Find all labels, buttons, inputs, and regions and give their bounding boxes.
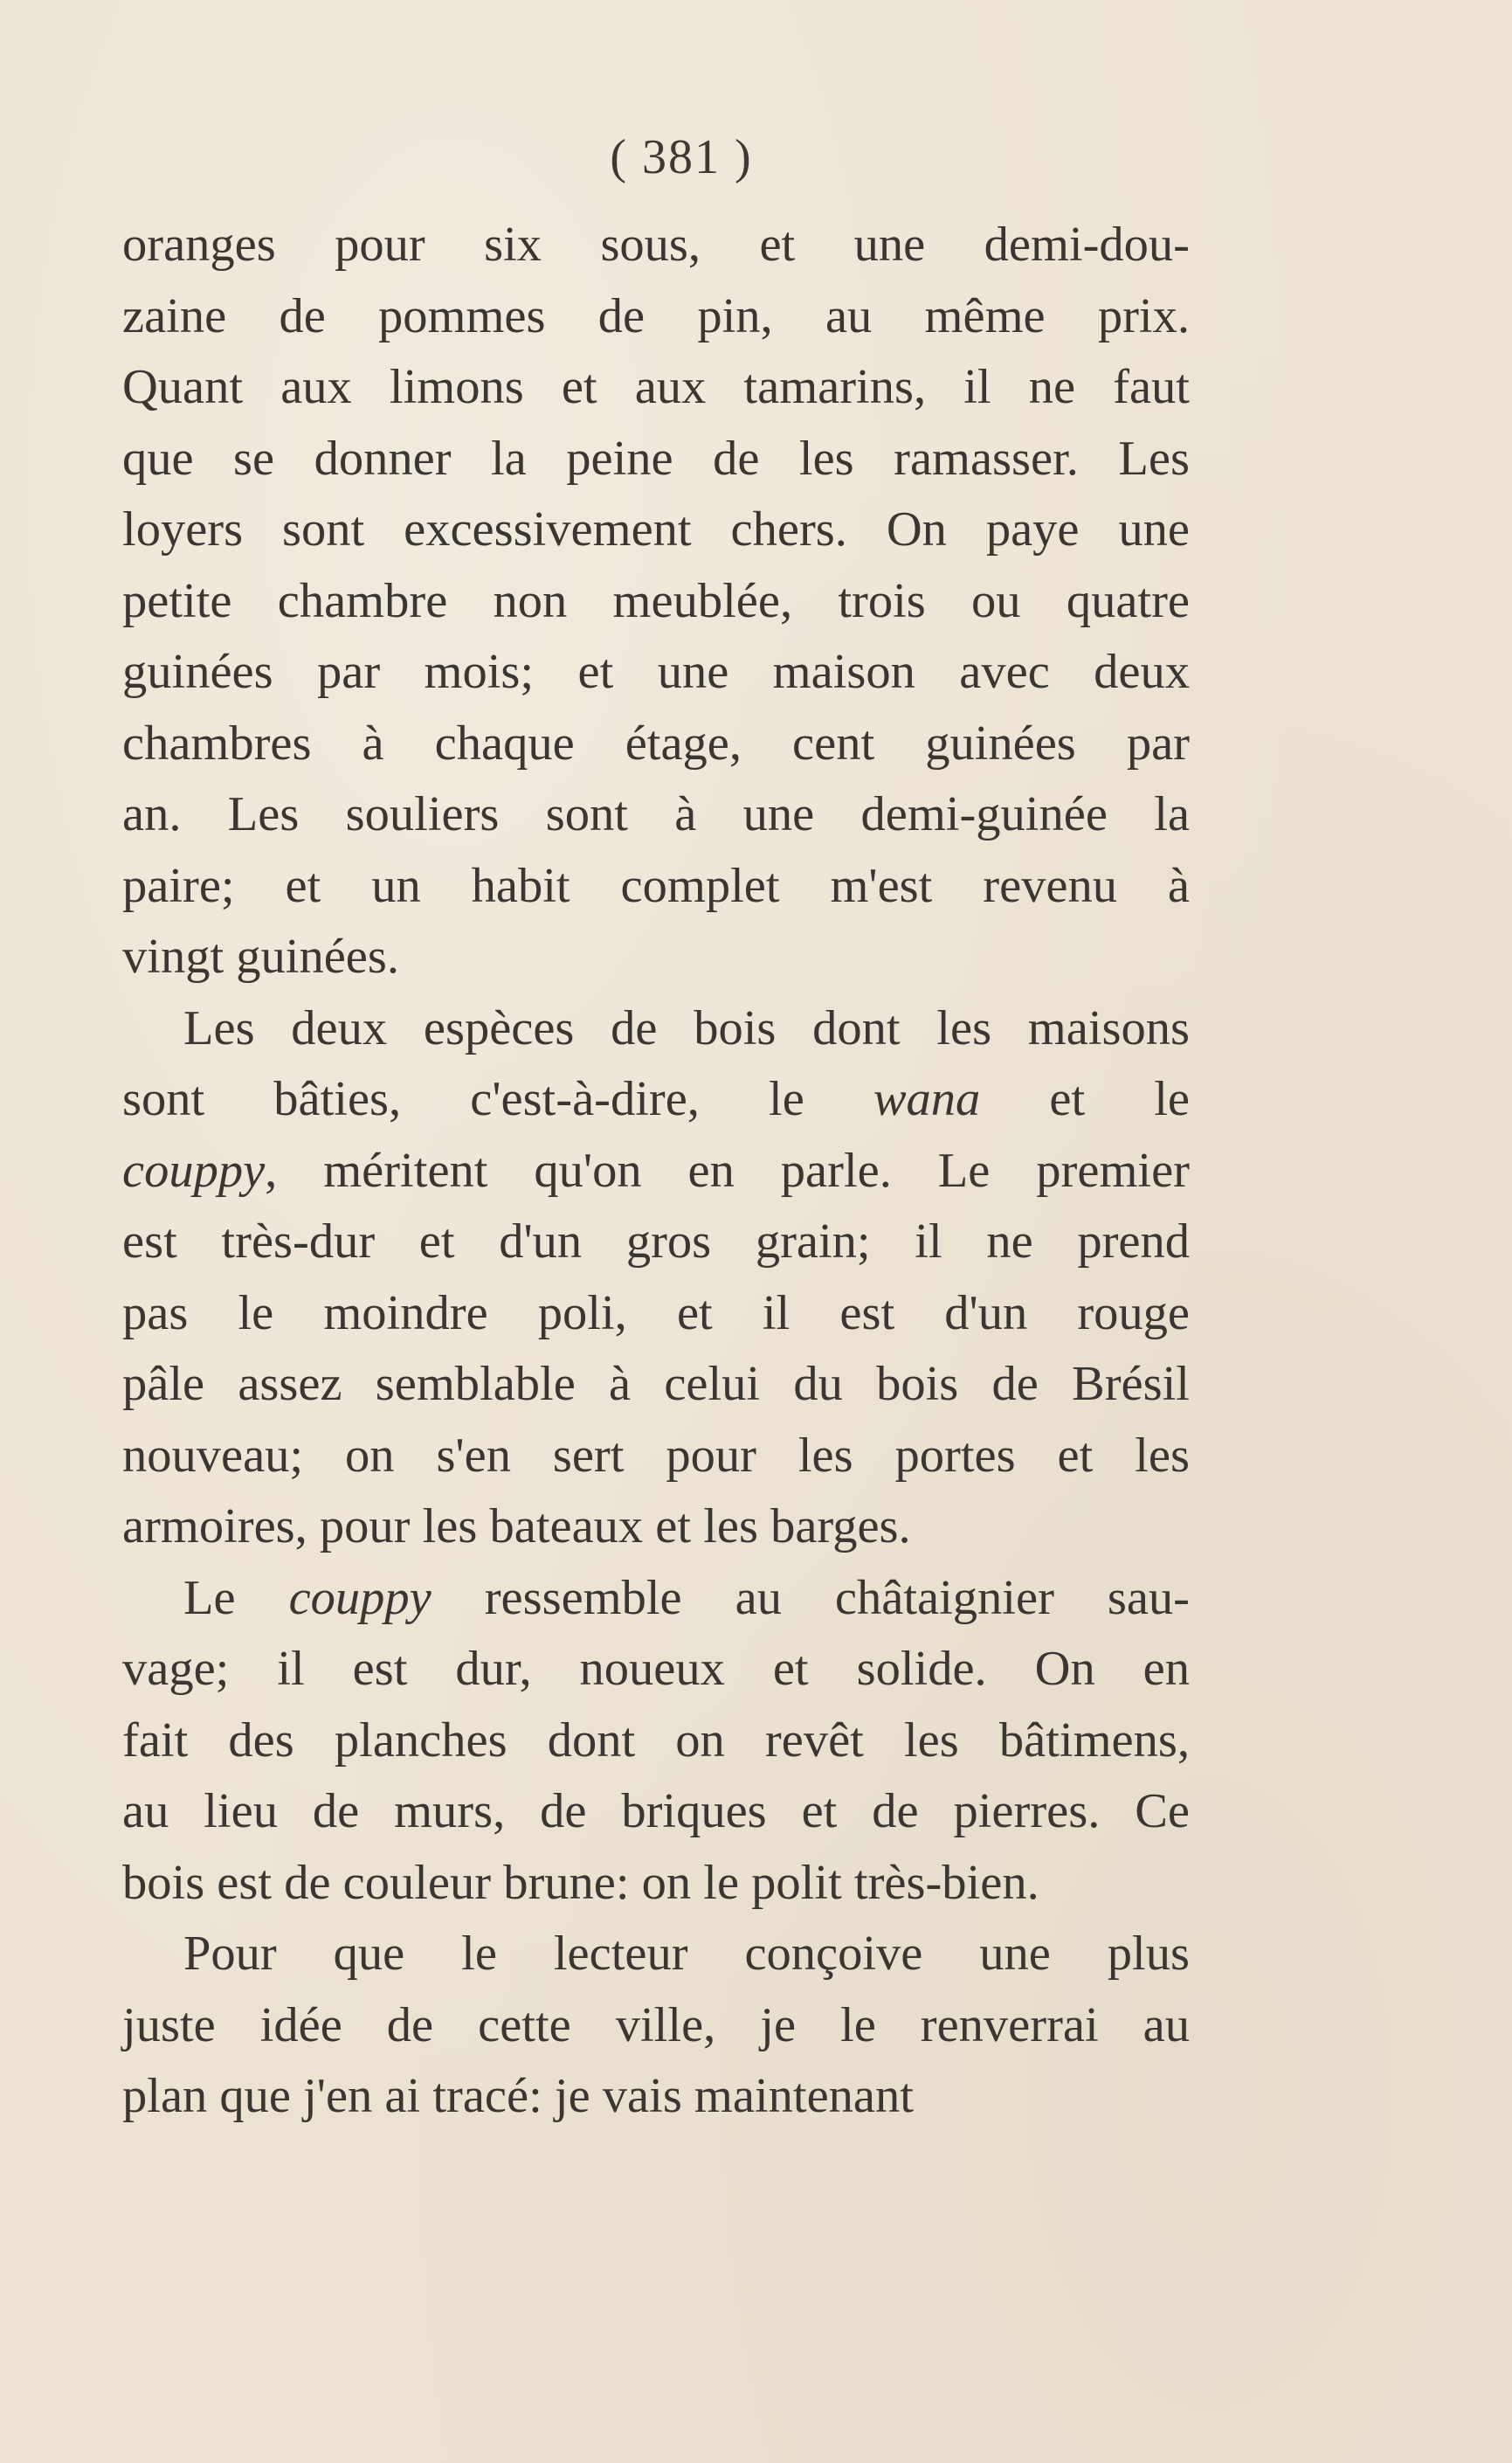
text-segment: armoires, pour les bateaux et les barges. xyxy=(122,1499,911,1553)
text-segment: est très-dur et d'un gros grain; il ne prend xyxy=(122,1214,1190,1269)
text-segment: fait des planches dont on revêt les bâtimens, xyxy=(122,1712,1190,1768)
text-line xyxy=(122,637,1190,709)
text-line xyxy=(122,779,1190,851)
text-line xyxy=(122,281,1190,353)
text-line xyxy=(122,495,1190,566)
text-line xyxy=(122,1064,1190,1136)
text-segment: paire; et un habit complet m'est revenu à xyxy=(122,858,1190,913)
paragraph-2 xyxy=(122,993,1190,1563)
text-segment: juste idée de cette ville, je le renverrai au xyxy=(122,1997,1190,2052)
text-segment: oranges pour six sous, et une demi-dou- xyxy=(122,218,1190,272)
text-segment: sont bâties, c'est-à-dire, le xyxy=(122,1072,873,1126)
text-line xyxy=(122,1848,1190,1920)
italic-term: couppy xyxy=(288,1570,432,1625)
text-line xyxy=(122,1491,1190,1563)
text-segment: pas le moindre poli, et il est d'un rouge xyxy=(122,1285,1190,1340)
text-segment: petite chambre non meublée, trois ou quatre xyxy=(122,573,1190,628)
text-line xyxy=(122,922,1190,993)
text-line xyxy=(122,1278,1190,1350)
italic-term: wana xyxy=(873,1072,981,1126)
text-segment: Quant aux limons et aux tamarins, il ne faut xyxy=(122,360,1190,414)
text-segment: pâle assez semblable à celui du bois de Brésil xyxy=(122,1357,1190,1411)
text-line xyxy=(122,352,1190,424)
text-segment: vingt guinées. xyxy=(122,930,399,984)
text-segment: Les deux espèces de bois dont les maisons xyxy=(183,1000,1190,1055)
text-line xyxy=(122,1705,1190,1777)
text-segment: plan que j'en ai tracé: je vais maintenant xyxy=(122,2069,914,2123)
text-line xyxy=(122,1990,1190,2062)
text-segment: bois est de couleur brune: on le polit très-bien. xyxy=(122,1855,1039,1910)
text-line xyxy=(122,993,1190,1065)
text-segment: au lieu de murs, de briques et de pierres. Ce xyxy=(122,1784,1190,1838)
text-line xyxy=(122,1421,1190,1492)
text-line xyxy=(122,2061,1190,2133)
text-line xyxy=(122,1919,1190,1990)
text-segment: que se donner la peine de les ramasser. Les xyxy=(122,431,1190,486)
text-line xyxy=(122,1136,1190,1207)
text-line xyxy=(122,1776,1190,1848)
text-segment: vage; il est dur, noueux et solide. On en xyxy=(122,1642,1190,1696)
text-line xyxy=(122,1349,1190,1421)
text-line xyxy=(122,1207,1190,1278)
body-text xyxy=(122,210,1190,2133)
text-line xyxy=(122,851,1190,923)
text-segment: an. Les souliers sont à une demi-guinée la xyxy=(122,787,1190,841)
text-line xyxy=(122,1634,1190,1705)
paragraph-1 xyxy=(122,210,1190,993)
paragraph-4 xyxy=(122,1919,1190,2133)
paragraph-3 xyxy=(122,1563,1190,1920)
page-number: ( 381 ) xyxy=(610,130,753,184)
text-segment: loyers sont excessivement chers. On paye une xyxy=(122,502,1190,557)
text-segment: , méritent qu'on en parle. Le premier xyxy=(265,1143,1190,1198)
text-line xyxy=(122,424,1190,495)
text-segment: Pour que le lecteur conçoive une plus xyxy=(183,1927,1190,1981)
text-line xyxy=(122,210,1190,281)
text-line xyxy=(122,566,1190,638)
text-segment: zaine de pommes de pin, au même prix. xyxy=(122,288,1190,343)
text-segment: et le xyxy=(980,1072,1190,1126)
text-segment: nouveau; on s'en sert pour les portes et les xyxy=(122,1428,1190,1483)
text-segment: ressemble au châtaignier sau- xyxy=(431,1570,1191,1625)
text-line xyxy=(122,709,1190,780)
text-segment: Le xyxy=(183,1570,289,1625)
text-line xyxy=(122,1563,1190,1635)
text-segment: chambres à chaque étage, cent guinées par xyxy=(122,716,1190,771)
italic-term: couppy xyxy=(122,1143,266,1198)
text-segment: guinées par mois; et une maison avec deux xyxy=(122,645,1190,699)
